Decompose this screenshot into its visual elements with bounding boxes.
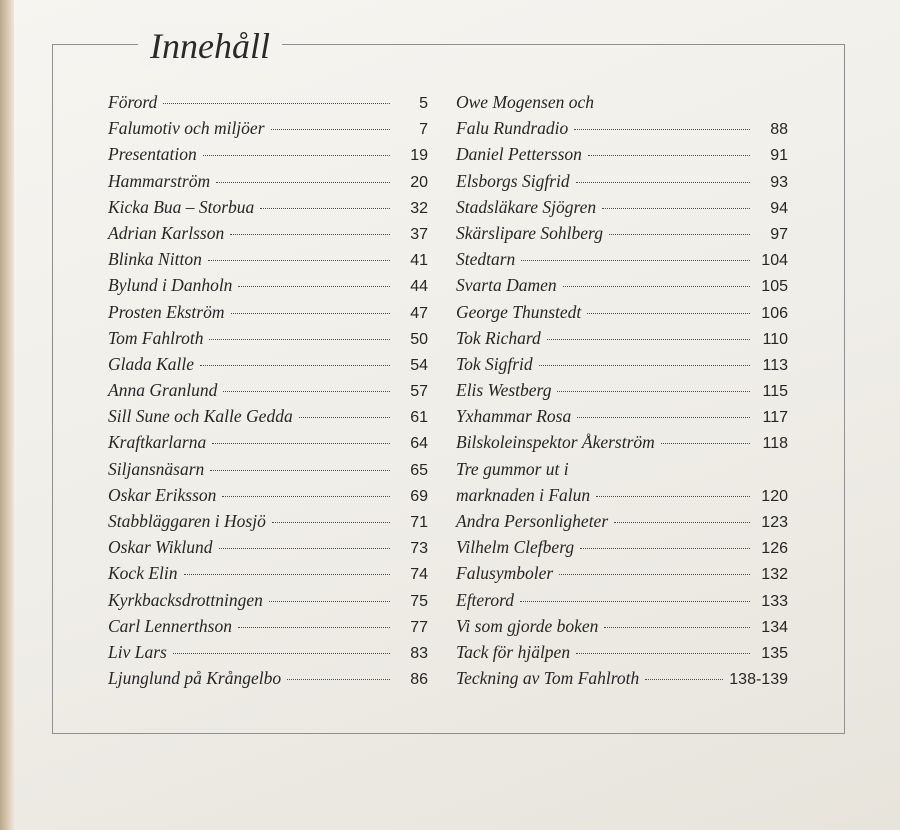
dot-leader [163, 103, 390, 104]
dot-leader [208, 260, 390, 261]
toc-entry-title: Skärslipare Sohlberg [456, 222, 603, 243]
toc-entry [108, 354, 428, 380]
toc-entry-title: Blinka Nitton [108, 249, 202, 270]
toc-entry [456, 563, 788, 589]
toc-left-column [108, 92, 428, 694]
dot-leader [645, 679, 723, 680]
dot-leader [272, 522, 390, 523]
dot-leader [238, 627, 390, 628]
dot-leader [520, 601, 750, 602]
toc-entry-page: 20 [410, 173, 428, 191]
toc-entry-title: Elis Westberg [456, 380, 552, 401]
toc-entry [456, 118, 788, 144]
toc-entry-page: 69 [410, 487, 428, 505]
toc-entry-title: Oskar Wiklund [108, 537, 213, 558]
toc-entry-page: 106 [761, 304, 788, 322]
toc-entry-title: Vilhelm Clefberg [456, 537, 575, 558]
toc-entry-page: 93 [770, 173, 788, 191]
toc-entry [456, 197, 788, 223]
toc-entry-title: Kock Elin [108, 563, 178, 584]
toc-entry [108, 668, 428, 694]
toc-entry-page: 54 [410, 356, 428, 374]
toc-entry-page: 118 [762, 435, 788, 453]
toc-entry-title: Liv Lars [108, 641, 167, 662]
toc-entry-page: 5 [419, 95, 428, 112]
dot-leader [602, 208, 750, 209]
toc-entry-page: 104 [761, 252, 788, 270]
dot-leader [223, 391, 390, 392]
toc-entry-title: Bylund i Danholn [108, 275, 233, 296]
toc-entry [108, 459, 428, 485]
toc-entry-page: 115 [762, 383, 788, 401]
dot-leader [576, 653, 750, 654]
toc-entry-title: Tok Richard [456, 327, 541, 348]
dot-leader [173, 653, 390, 654]
toc-entry [456, 171, 788, 197]
toc-entry [108, 92, 428, 118]
toc-entry-title: Tre gummor ut i [456, 458, 569, 479]
toc-entry [108, 406, 428, 432]
toc-entry-page: 133 [761, 592, 788, 610]
dot-leader [231, 313, 391, 314]
toc-entry-page: 123 [761, 514, 788, 531]
dot-leader [269, 601, 390, 602]
dot-leader [539, 365, 750, 366]
toc-entry [456, 642, 788, 668]
toc-entry-title: Yxhammar Rosa [456, 406, 572, 427]
book-spine-edge [0, 0, 14, 830]
toc-entry-page: 126 [761, 540, 788, 558]
dot-leader [596, 496, 750, 497]
toc-entry [456, 275, 788, 301]
dot-leader [230, 234, 390, 235]
dot-leader [563, 286, 750, 287]
toc-entry [456, 380, 788, 406]
toc-entry-page: 57 [410, 383, 428, 401]
dot-leader [203, 155, 390, 156]
dot-leader [609, 234, 750, 235]
toc-entry-title: Förord [108, 92, 158, 112]
dot-leader [661, 443, 750, 444]
toc-entry-page: 83 [410, 644, 428, 662]
dot-leader [210, 470, 390, 471]
toc-entry-title: marknaden i Falun [456, 484, 591, 505]
toc-entry-title: Tok Sigfrid [456, 353, 533, 374]
toc-right-column [456, 92, 788, 694]
toc-entry-title: Presentation [108, 144, 197, 165]
toc-entry-page: 105 [761, 278, 788, 296]
toc-entry [108, 537, 428, 563]
toc-entry-title: Kyrkbacksdrottningen [108, 589, 263, 610]
dot-leader [547, 339, 750, 340]
toc-entry-title: Falusymboler [456, 563, 554, 584]
toc-entry [456, 590, 788, 616]
dot-leader [216, 182, 390, 183]
toc-entry-page: 71 [410, 514, 428, 531]
toc-entry-page: 44 [410, 278, 428, 296]
toc-entry-title: Stedtarn [456, 249, 516, 270]
dot-leader [587, 313, 750, 314]
toc-entry-title: Daniel Pettersson [456, 144, 582, 165]
dot-leader [212, 443, 390, 444]
toc-entry-title: Stabbläggaren i Hosjö [108, 511, 266, 531]
toc-entry [456, 354, 788, 380]
toc-entry-page: 41 [410, 252, 428, 270]
toc-entry-title: Owe Mogensen och [456, 92, 595, 112]
dot-leader [614, 522, 750, 523]
toc-entry [108, 380, 428, 406]
toc-entry-page: 65 [410, 461, 428, 479]
toc-entry-title: Efterord [456, 589, 515, 610]
toc-entry-title: Siljansnäsarn [108, 458, 205, 479]
toc-entry [456, 668, 788, 694]
dot-leader [287, 679, 390, 680]
toc-entry-page: 32 [410, 199, 428, 217]
toc-entry-page: 77 [410, 618, 428, 636]
toc-entry [108, 642, 428, 668]
toc-entry-title: Hammarström [108, 170, 211, 191]
toc-entry [108, 302, 428, 328]
toc-entry-title: Elsborgs Sigfrid [456, 170, 570, 191]
toc-entry-title: Vi som gjorde boken [456, 615, 599, 636]
toc-entry-page: 75 [410, 592, 428, 610]
toc-entry [108, 197, 428, 223]
dot-leader [200, 365, 390, 366]
toc-entry-title: Andra Personligheter [456, 511, 609, 531]
toc-entry [108, 485, 428, 511]
dot-leader [576, 182, 750, 183]
dot-leader [260, 208, 390, 209]
toc-entry-page: 47 [410, 304, 428, 322]
toc-entry-title: Svarta Damen [456, 275, 557, 296]
toc-entry-page: 91 [770, 147, 788, 165]
toc-entry-page: 117 [762, 409, 788, 427]
toc-entry [456, 511, 788, 537]
toc-entry [108, 223, 428, 249]
toc-entry-page: 19 [410, 147, 428, 165]
toc-entry-page: 94 [770, 199, 788, 217]
dot-leader [299, 417, 390, 418]
toc-entry [108, 275, 428, 301]
dot-leader [574, 129, 750, 130]
toc-entry [456, 249, 788, 275]
toc-entry-page: 50 [410, 330, 428, 348]
toc-entry-page: 74 [410, 566, 428, 584]
toc-entry-title: Ljunglund på Krångelbo [108, 668, 282, 689]
dot-leader [577, 417, 750, 418]
toc-entry [456, 328, 788, 354]
toc-entry-page: 97 [770, 225, 788, 243]
dot-leader [559, 574, 750, 575]
toc-entry-title: Kicka Bua – Storbua [108, 196, 255, 217]
toc-entry-page: 73 [410, 540, 428, 558]
toc-entry-page: 110 [762, 330, 788, 348]
toc-entry [456, 92, 788, 118]
toc-entry [456, 537, 788, 563]
toc-entry-title: Tack för hjälpen [456, 641, 571, 662]
toc-entry [108, 144, 428, 170]
toc-entry-title: Kraftkarlarna [108, 432, 207, 453]
toc-entry-title: Teckning av Tom Fahlroth [456, 668, 640, 689]
dot-leader [184, 574, 391, 575]
dot-leader [521, 260, 750, 261]
toc-entry-page: 86 [410, 671, 428, 689]
toc-entry-title: Adrian Karlsson [108, 222, 225, 243]
toc-entry-page: 37 [410, 225, 428, 243]
toc-entry-title: Sill Sune och Kalle Gedda [108, 406, 293, 427]
toc-entry-title: Tom Fahlroth [108, 327, 204, 348]
dot-leader [219, 548, 390, 549]
toc-entry [456, 223, 788, 249]
toc-entry-title: Oskar Eriksson [108, 484, 217, 505]
toc-entry-title: Bilskoleinspektor Åkerström [456, 432, 655, 453]
dot-leader [588, 155, 750, 156]
toc-entry [108, 511, 428, 537]
page-title: Innehåll [138, 24, 282, 68]
toc-entry [456, 406, 788, 432]
toc-entry [456, 459, 788, 485]
toc-entry-title: George Thunstedt [456, 301, 582, 322]
dot-leader [580, 548, 750, 549]
toc-entry-title: Anna Granlund [108, 380, 218, 401]
toc-entry [456, 616, 788, 642]
toc-entry [456, 432, 788, 458]
toc-entry-title: Falu Rundradio [456, 118, 569, 139]
toc-entry [456, 144, 788, 170]
toc-entry-page: 88 [770, 121, 788, 139]
dot-leader [238, 286, 390, 287]
toc-entry [456, 485, 788, 511]
toc-entry-page: 64 [410, 435, 428, 453]
toc-entry-page: 134 [761, 618, 788, 636]
toc-entry-title: Stadsläkare Sjögren [456, 196, 597, 217]
toc-entry-page: 61 [410, 409, 428, 427]
toc-entry-page: 7 [419, 121, 428, 139]
toc-entry [108, 616, 428, 642]
toc-entry [108, 328, 428, 354]
toc-entry [108, 249, 428, 275]
toc-entry [108, 590, 428, 616]
toc-entry [108, 118, 428, 144]
dot-leader [557, 391, 750, 392]
toc-entry-page: 132 [761, 566, 788, 584]
toc-entry [108, 432, 428, 458]
dot-leader [604, 627, 750, 628]
toc-entry-page: 113 [762, 356, 788, 374]
toc-entry-title: Carl Lennerthson [108, 615, 232, 636]
toc-entry-title: Prosten Ekström [108, 301, 225, 322]
toc-entry-page: 138-139 [729, 671, 788, 689]
dot-leader [209, 339, 390, 340]
toc-entry-page: 120 [761, 487, 788, 505]
dot-leader [222, 496, 390, 497]
toc-entry-title: Glada Kalle [108, 353, 195, 374]
dot-leader [271, 129, 390, 130]
toc-entry-title: Falumotiv och miljöer [108, 118, 265, 139]
toc-entry [456, 302, 788, 328]
toc-entry [108, 563, 428, 589]
toc-entry-page: 135 [761, 644, 788, 662]
toc-entry [108, 171, 428, 197]
